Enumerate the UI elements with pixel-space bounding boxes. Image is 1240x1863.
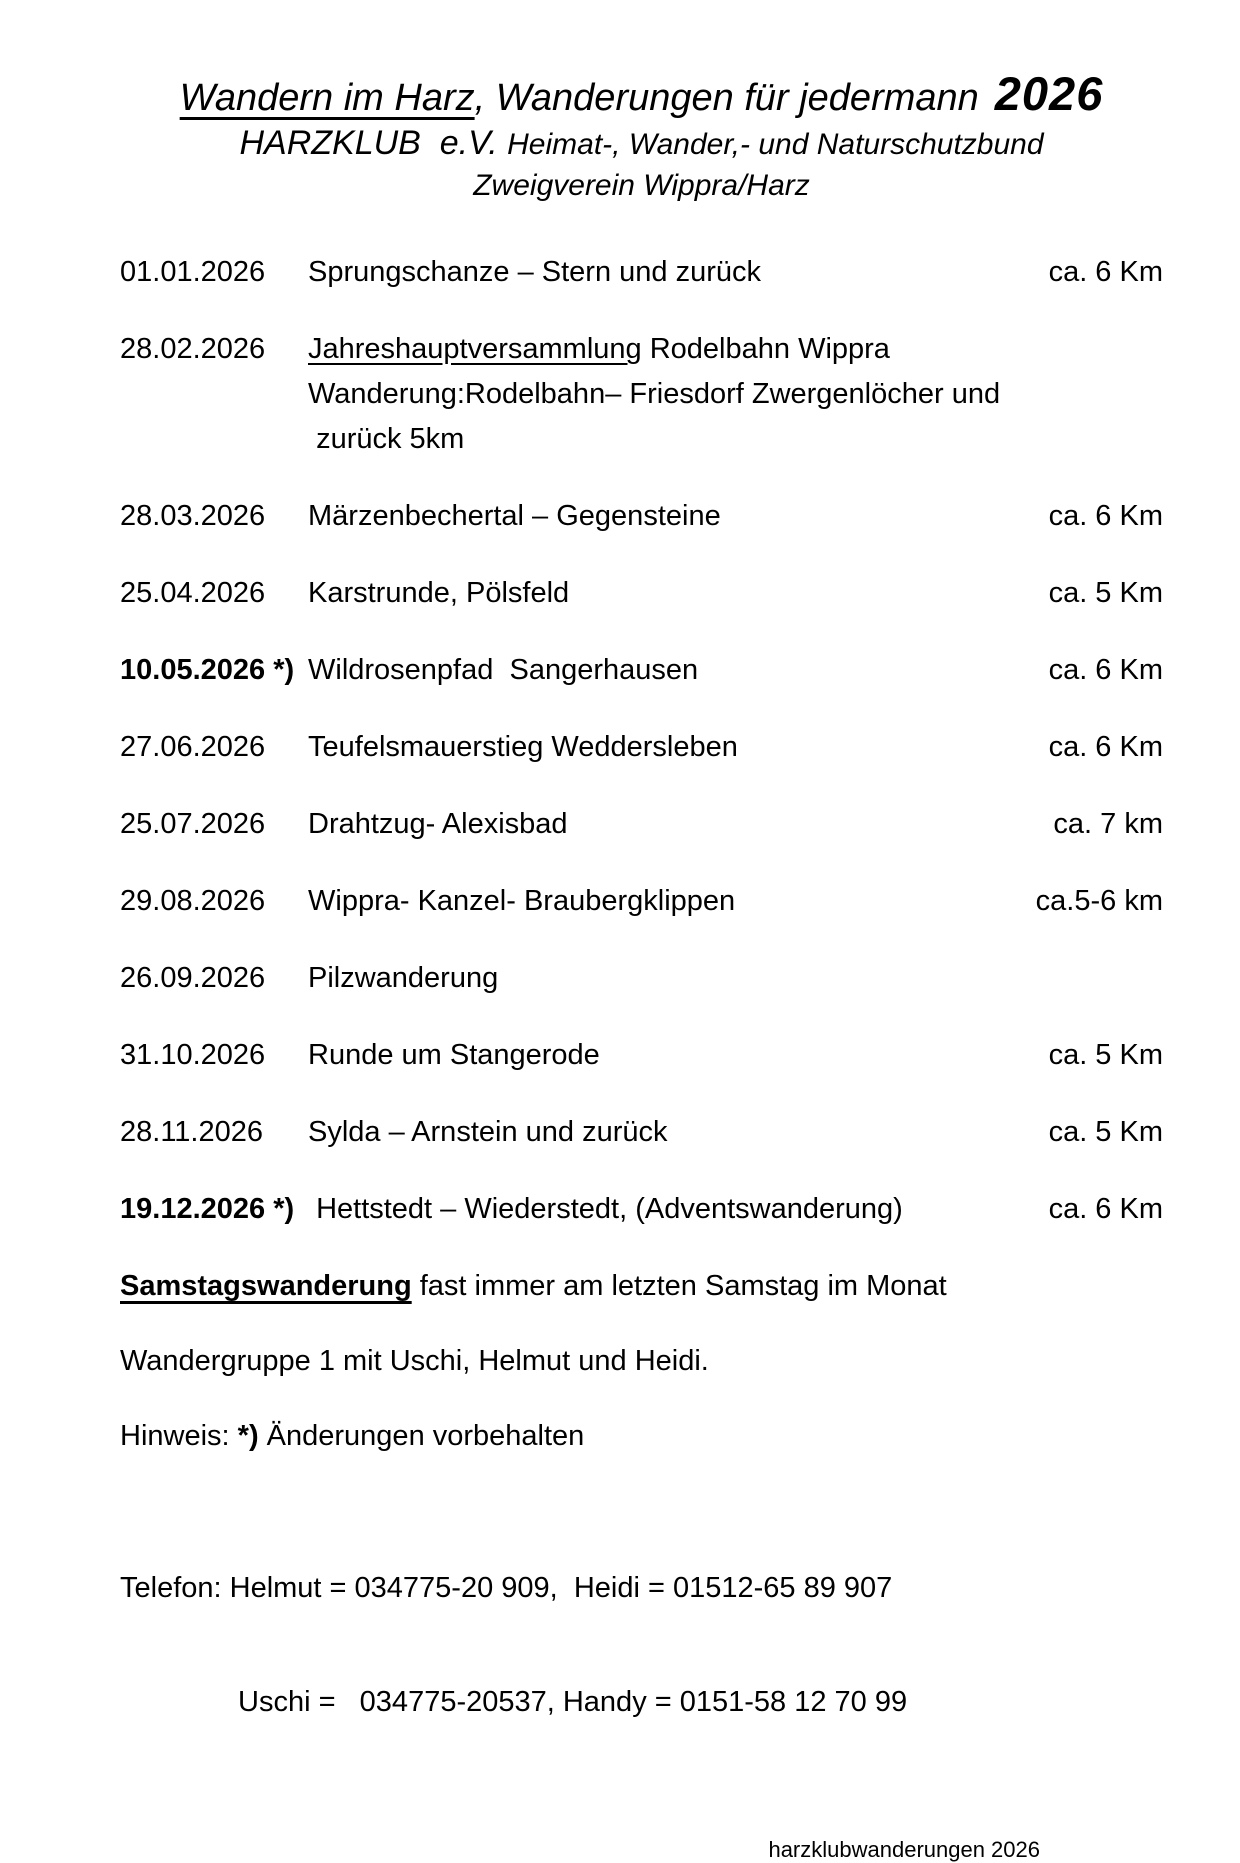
- event-title: Pilzwanderung: [308, 962, 499, 994]
- schedule-row: [120, 1187, 1163, 1232]
- event-title-underlined: Jahreshauptversammlung: [308, 333, 642, 365]
- event-title: Sylda – Arnstein und zurück: [308, 1116, 668, 1148]
- event-distance: ca.5-6 km: [1035, 885, 1163, 917]
- title-rest: , Wanderungen für jedermann: [474, 77, 979, 119]
- event-distance: ca. 6 Km: [1048, 731, 1163, 763]
- saturday-note: [120, 1264, 1163, 1309]
- event-title: Sprungschanze – Stern und zurück: [308, 256, 761, 288]
- schedule-row: [120, 725, 1163, 770]
- group-note: Wandergruppe 1 mit Uschi, Helmut und Heidi.: [120, 1345, 709, 1377]
- event-date: 10.05.2026 *): [120, 654, 295, 686]
- event-title: Karstrunde, Pölsfeld: [308, 577, 570, 609]
- schedule-row: [120, 956, 1163, 1001]
- event-title: Wippra- Kanzel- Braubergklippen: [308, 885, 736, 917]
- schedule-row: [120, 571, 1163, 616]
- event-title: Runde um Stangerode: [308, 1039, 600, 1071]
- event-distance: ca. 6 Km: [1048, 500, 1163, 532]
- schedule-row: [120, 327, 1163, 462]
- phone-line2: Uschi = 034775-20537, Handy = 0151-58 12 70 99: [238, 1686, 908, 1718]
- event-date: 19.12.2026 *): [120, 1193, 295, 1225]
- schedule-row: [120, 250, 1163, 295]
- event-distance: ca. 5 Km: [1048, 1039, 1163, 1071]
- title-main: Wandern im Harz: [179, 77, 475, 119]
- event-distance: ca. 6 Km: [1048, 1193, 1163, 1225]
- event-date: 25.04.2026: [120, 577, 266, 609]
- page-title: [120, 67, 1163, 122]
- footer-text: harzklubwanderungen 2026: [768, 1837, 1040, 1862]
- event-distance: ca. 5 Km: [1048, 577, 1163, 609]
- event-distance: ca. 6 Km: [1048, 256, 1163, 288]
- hint-asterisk: *): [237, 1420, 259, 1452]
- event-date: 28.03.2026: [120, 500, 266, 532]
- event-date: 28.11.2026: [120, 1116, 263, 1148]
- org-description: Heimat-, Wander,- und Naturschutzbund: [507, 128, 1044, 161]
- phone-line1: Telefon: Helmut = 034775-20 909, Heidi = 01512-65 89 907: [120, 1572, 893, 1604]
- event-date: 31.10.2026: [120, 1039, 266, 1071]
- event-title: Teufelsmauerstieg Weddersleben: [308, 731, 738, 763]
- org-name: HARZKLUB e.V.: [239, 124, 508, 162]
- schedule-row: [120, 648, 1163, 693]
- schedule-row: [120, 879, 1163, 924]
- org-line: [120, 122, 1163, 166]
- event-date: 28.02.2026: [120, 333, 266, 365]
- schedule-row: [120, 1033, 1163, 1078]
- hint-rest: Änderungen vorbehalten: [258, 1420, 585, 1452]
- schedule-row: [120, 802, 1163, 847]
- event-title: Drahtzug- Alexisbad: [308, 808, 568, 840]
- event-distance: ca. 5 Km: [1048, 1116, 1163, 1148]
- event-date: 26.09.2026: [120, 962, 266, 994]
- header: [120, 67, 1163, 206]
- event-title: Wildrosenpfad Sangerhausen: [308, 654, 699, 686]
- event-date: 01.01.2026: [120, 256, 266, 288]
- event-title: Jahreshauptversammlung Rodelbahn Wippra Wanderung:Rodelbahn– Friesdorf Zwergenlöcher und zurück 5km: [308, 333, 1001, 455]
- schedule-list: [120, 250, 1163, 1232]
- notes-section: [120, 1264, 1163, 1797]
- saturday-note-title: Samstagswanderung: [120, 1270, 412, 1302]
- saturday-note-rest: fast immer am letzten Samstag im Monat: [411, 1270, 947, 1302]
- event-title: Märzenbechertal – Gegensteine: [308, 500, 721, 532]
- event-title: Hettstedt – Wiederstedt, (Adventswanderung): [308, 1193, 903, 1225]
- schedule-row: [120, 494, 1163, 539]
- hint-prefix: Hinweis:: [120, 1420, 238, 1452]
- schedule-row: [120, 1110, 1163, 1155]
- phone-block: [120, 1493, 1163, 1797]
- event-distance: ca. 6 Km: [1048, 654, 1163, 686]
- footer: [120, 1837, 1163, 1863]
- branch-line: Zweigverein Wippra/Harz: [473, 169, 810, 202]
- event-date: 29.08.2026: [120, 885, 266, 917]
- title-year: 2026: [994, 67, 1104, 120]
- hint-note: [120, 1414, 1163, 1459]
- event-date: 25.07.2026: [120, 808, 266, 840]
- event-distance: ca. 7 km: [1053, 808, 1163, 840]
- event-date: 27.06.2026: [120, 731, 266, 763]
